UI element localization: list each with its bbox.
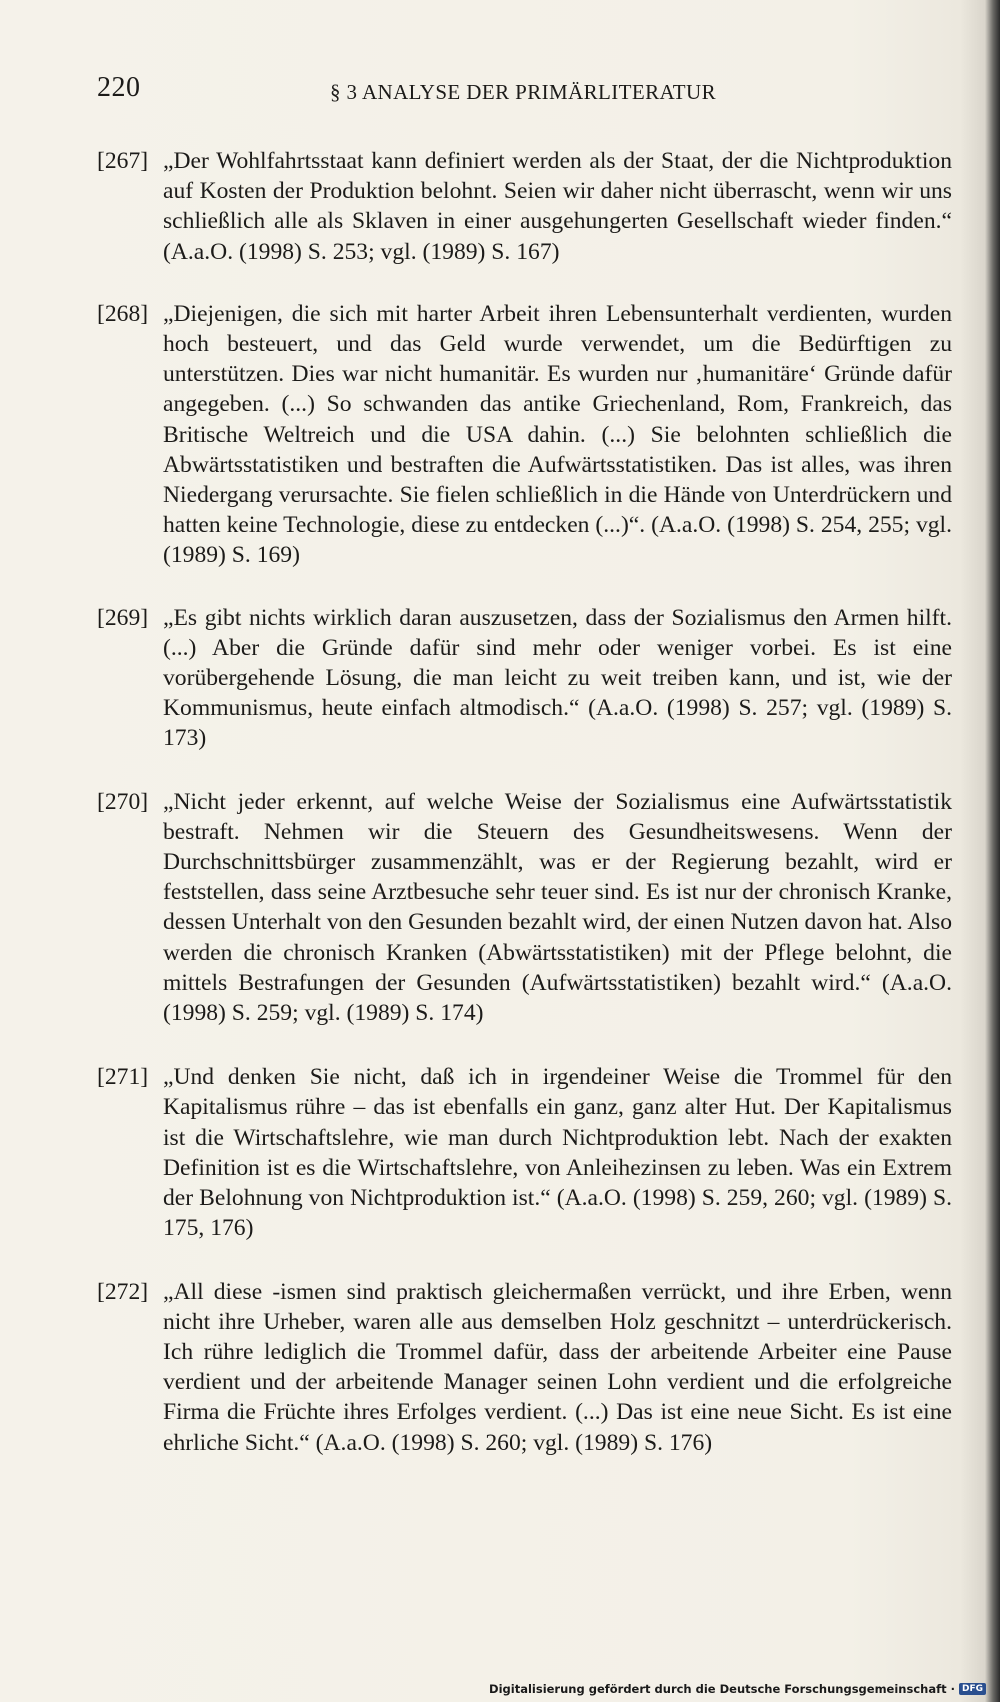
entry-number: [272]: [97, 1278, 149, 1305]
quote-list: [97, 146, 952, 1458]
entry-number: [270]: [97, 788, 149, 815]
entry-text: „Der Wohlfahrtsstaat kann definiert werden als der Staat, der die Nichtproduktion auf Kosten der Produktion belohnt. Seien wir daher nicht überrascht, wenn wir uns schließlich alle als Sklaven in einer ausgehungerten Gesellschaft wieder finden.“ (A.a.O. (1998) S. 253; vgl. (1989) S. 167): [163, 148, 952, 265]
entry-number: [268]: [97, 300, 149, 327]
page-number: 220: [97, 72, 141, 103]
entry-text: „Diejenigen, die sich mit harter Arbeit ihren Lebensunterhalt verdienten, wurden hoch besteuert, und das Geld wurde verwendet, um die Bedürftigen zu unterstützen. Dies war nicht humanitär. Es wurden nur ‚humanitäre‘ Gründe dafür angegeben. (...) So schwanden das antike Griechenland, Rom, Frankreich, das Britische Weltreich und die USA dahin. (...) Sie belohnten schließlich die Abwärtsstatistiken und bestraften die Aufwärtsstatistiken. Das ist alles, was ihren Niedergang verursachte. Sie fielen schließlich in die Hände von Unterdrückern und hatten keine Technologie, diese zu entdecken (...)“. (A.a.O. (1998) S. 254, 255; vgl. (1989) S. 169): [163, 300, 952, 569]
quote-entry-267: [97, 146, 952, 267]
entry-text: „Nicht jeder erkennt, auf welche Weise der Sozialismus eine Aufwärtsstatistik bestraft. Nehmen wir die Steuern des Gesundheitswesens. Wenn der Durchschnittsbürger zusammenzählt, was er der Regierung bezahlt, wird er feststellen, dass seine Arztbesuche sehr teuer sind. Es ist nur der chronisch Kranke, dessen Unterhalt von den Gesunden bezahlt wird, der einen Nutzen davon hat. Also werden die chronisch Kranken (Abwärtsstatistiken) mit der Pflege belohnt, die mittels Bestrafungen der Gesunden (Aufwärtsstatistiken) bezahlt wird.“ (A.a.O. (1998) S. 259; vgl. (1989) S. 174): [163, 788, 952, 1027]
quote-entry-271: [97, 1062, 952, 1243]
running-head: § 3 ANALYSE DER PRIMÄRLITERATUR: [330, 80, 716, 104]
quote-entry-270: [97, 787, 952, 1029]
entry-text: „Es gibt nichts wirklich daran auszusetzen, dass der Sozialismus den Armen hilft. (...) Aber die Gründe dafür sind mehr oder weniger vorbei. Es ist eine vorübergehende Lösung, die man leicht zu weit treiben kann, und ist, wie der Kommunismus, heute einfach altmodisch.“ (A.a.O. (1998) S. 257; vgl. (1989) S. 173): [163, 604, 952, 752]
dfg-logo: DFG: [959, 1683, 986, 1695]
entry-text: „All diese -ismen sind praktisch gleichermaßen verrückt, und ihre Erben, wenn nicht ihre Urheber, waren alle aus demselben Holz geschnitzt – unterdrückerisch. Ich rühre lediglich die Trommel dafür, dass der arbeitende Arbeiter eine Pause verdient und der arbeitende Manager seinen Lohn verdient und die erfolgreiche Firma die Früchte ihres Erfolges verdient. (...) Das ist eine neue Sicht. Es ist eine ehrliche Sicht.“ (A.a.O. (1998) S. 260; vgl. (1989) S. 176): [163, 1278, 952, 1456]
entry-text: „Und denken Sie nicht, daß ich in irgendeiner Weise die Trommel für den Kapitalismus rühre – das ist ebenfalls ein ganz, ganz alter Hut. Der Kapitalismus ist die Wirtschaftslehre, wie man durch Nichtproduktion lebt. Nach der exakten Definition ist es die Wirtschaftslehre, von Anleihezinsen zu leben. Was ein Extrem der Belohnung von Nichtproduktion ist.“ (A.a.O. (1998) S. 259, 260; vgl. (1989) S. 175, 176): [163, 1064, 952, 1242]
quote-entry-272: [97, 1277, 952, 1458]
quote-entry-268: [97, 299, 952, 571]
quote-entry-269: [97, 603, 952, 754]
entry-number: [269]: [97, 604, 149, 631]
digitization-credit: Digitalisierung gefördert durch die Deutsche Forschungsgemeinschaft · DFG: [489, 1682, 986, 1696]
entry-number: [267]: [97, 148, 149, 174]
credit-text: Digitalisierung gefördert durch die Deutsche Forschungsgemeinschaft: [489, 1682, 947, 1696]
entry-number: [271]: [97, 1064, 149, 1091]
